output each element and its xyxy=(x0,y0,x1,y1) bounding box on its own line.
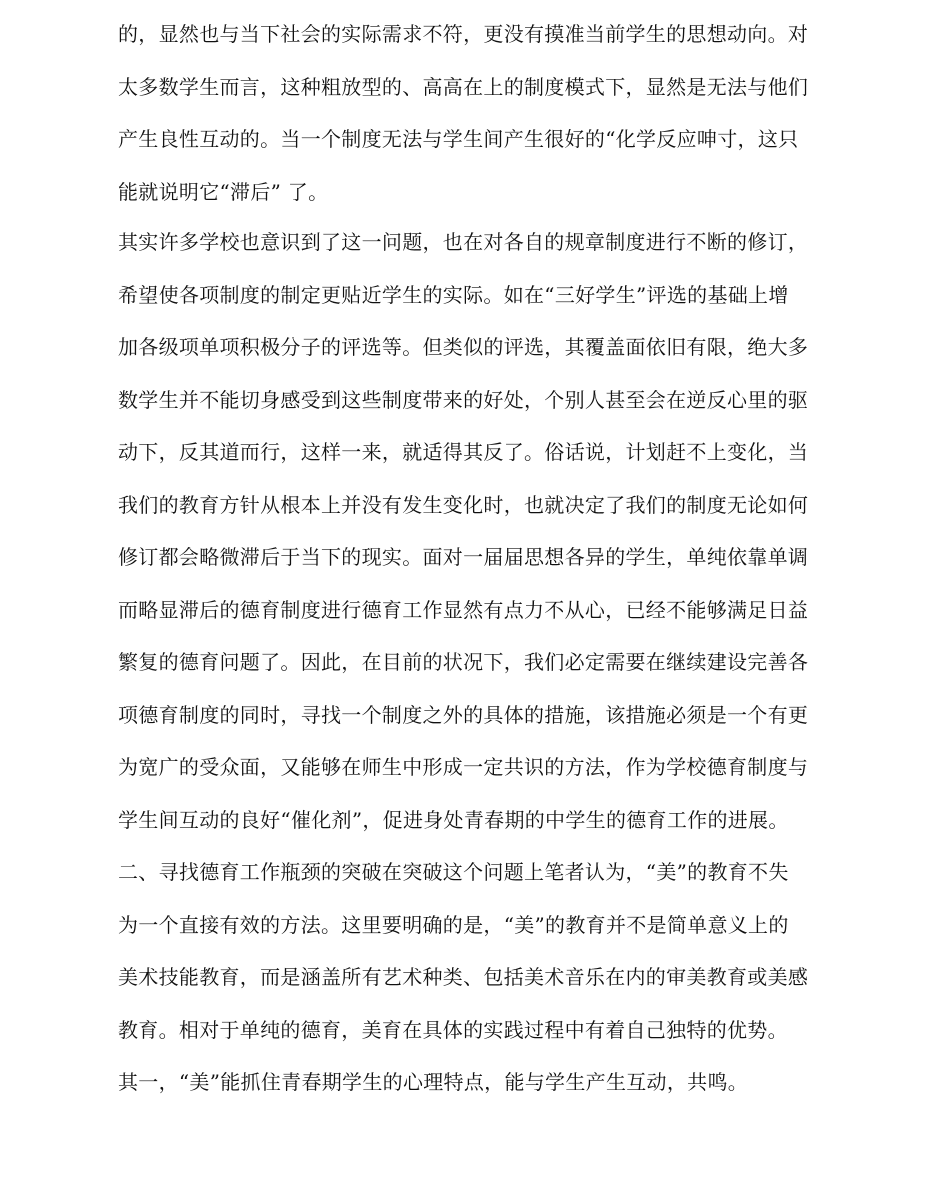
text-line: 美术技能教育，而是涵盖所有艺术种类、包括美术音乐在内的审美教育或美感 xyxy=(118,965,809,989)
text-line: 其一，“美”能抓住青春期学生的心理特点，能与学生产生互动，共鸣。 xyxy=(118,1070,749,1094)
text-line: 项德育制度的同时，寻找一个制度之外的具体的措施，该措施必须是一个有更 xyxy=(118,703,809,727)
text-line: 繁复的德育问题了。因此，在目前的状况下，我们必定需要在继续建设完善各 xyxy=(118,650,809,674)
text-line: 的，显然也与当下社会的实际需求不符，更没有摸准当前学生的思想动向。对 xyxy=(118,22,809,46)
text-line: 而略显滞后的德育制度进行德育工作显然有点力不从心，已经不能够满足日益 xyxy=(118,598,809,622)
text-line: 能就说明它“滞后” 了。 xyxy=(118,180,329,204)
text-line: 为宽广的受众面，又能够在师生中形成一定共识的方法，作为学校德育制度与 xyxy=(118,755,809,779)
text-line: 教育。相对于单纯的德育，美育在具体的实践过程中有着自己独特的优势。 xyxy=(118,1018,788,1042)
text-line: 为一个直接有效的方法。这里要明确的是，“美”的教育并不是简单意义上的 xyxy=(118,913,789,937)
text-line: 加各级项单项积极分子的评选等。但类似的评选，其覆盖面依旧有限，绝大多 xyxy=(118,335,809,359)
text-line: 希望使各项制度的制定更贴近学生的实际。如在“三好学生”评选的基础上增 xyxy=(118,283,789,307)
text-line: 数学生并不能切身感受到这些制度带来的好处，个别人甚至会在逆反心里的驱 xyxy=(118,388,809,412)
text-line: 修订都会略微滞后于当下的现实。面对一届届思想各异的学生，单纯依靠单调 xyxy=(118,545,809,569)
text-line: 我们的教育方针从根本上并没有发生变化时，也就决定了我们的制度无论如何 xyxy=(118,493,809,517)
text-line: 动下，反其道而行，这样一来，就适得其反了。俗话说，计划赶不上变化，当 xyxy=(118,440,809,464)
text-line: 其实许多学校也意识到了这一问题，也在对各自的规章制度进行不断的修订， xyxy=(118,230,809,254)
text-line: 学生间互动的良好“催化剂”，促进身处青春期的中学生的德育工作的进展。 xyxy=(118,808,789,832)
text-line: 产生良性互动的。当一个制度无法与学生间产生很好的“化学反应呻寸，这只 xyxy=(118,127,799,151)
text-line: 二、寻找德育工作瓶颈的突破在突破这个问题上笔者认为，“美”的教育不失 xyxy=(118,860,789,884)
text-line: 太多数学生而言，这种粗放型的、高高在上的制度模式下，显然是无法与他们 xyxy=(118,75,809,99)
